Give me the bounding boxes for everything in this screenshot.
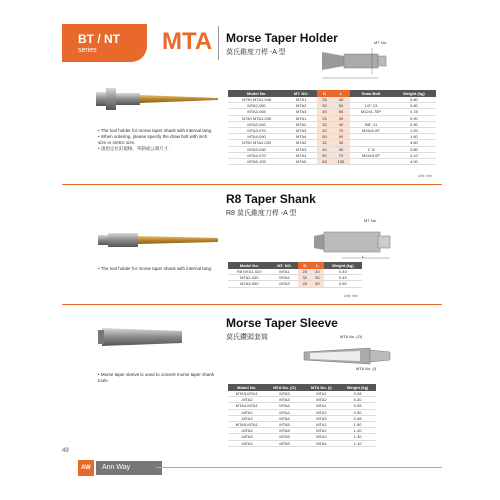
table-cell: MTA3 bbox=[304, 434, 339, 440]
table-cell: 3.80 bbox=[392, 146, 436, 152]
table-header-row bbox=[228, 262, 362, 269]
col-header: L bbox=[332, 90, 350, 97]
col-header: Model No. bbox=[228, 262, 271, 269]
table-cell: MTA3 bbox=[285, 109, 317, 115]
table-cell: 20 bbox=[311, 269, 324, 275]
r8-diagram-length: L bbox=[362, 254, 365, 259]
table-cell: MTA3 bbox=[265, 391, 303, 397]
table-cell: MTA5 bbox=[265, 421, 303, 427]
table-cell: 0.90 bbox=[392, 121, 436, 127]
table-cell: MTA4 bbox=[285, 134, 317, 140]
table-cell: 4.00 bbox=[392, 158, 436, 164]
table-cell: MTA2 bbox=[271, 275, 299, 281]
table-cell: 50 bbox=[311, 281, 324, 287]
table-cell: MTA4 bbox=[265, 409, 303, 415]
table-cell: 25 bbox=[298, 269, 311, 275]
table-cell: MTA3 bbox=[271, 281, 299, 287]
table-cell bbox=[350, 158, 392, 164]
table-cell: 0.90 bbox=[392, 115, 436, 121]
mta-diagram-label: MT No. bbox=[374, 40, 388, 45]
table-cell: MTA4-MTA1 bbox=[228, 403, 265, 409]
table-cell: MTA2-050 bbox=[228, 103, 285, 109]
table-cell: 70 bbox=[332, 127, 350, 133]
table-cell: 30 bbox=[332, 115, 350, 121]
mta-bullet: • When ordering, please specify the draw bolt with inch size or metric size. bbox=[98, 134, 216, 146]
table-cell: 45 bbox=[332, 97, 350, 103]
series-brand: BT / NT bbox=[78, 32, 120, 46]
mta-spec-table bbox=[228, 90, 436, 165]
table-cell: MTA3 bbox=[265, 397, 303, 403]
table-cell: MTA1 bbox=[304, 391, 339, 397]
r8-title: R8 Taper Shank bbox=[226, 192, 316, 206]
table-cell: 0.80 bbox=[392, 97, 436, 103]
sleeve-diagram-label-i: MTA No. (I) bbox=[356, 366, 377, 371]
table-cell: MTA1 bbox=[285, 115, 317, 121]
sleeve-diagram-label-o: MTA No. (O) bbox=[340, 334, 363, 339]
table-cell: 1.10 bbox=[339, 440, 376, 446]
table-cell: 40 bbox=[298, 281, 311, 287]
table-cell: 0.20 bbox=[339, 397, 376, 403]
brand-logo: AW bbox=[78, 460, 94, 476]
r8-diagram bbox=[312, 222, 402, 262]
table-header-row bbox=[228, 90, 436, 97]
col-header: Draw Bolt bbox=[350, 90, 392, 97]
table-cell: MTA3 bbox=[304, 415, 339, 421]
table-cell: MTA2 bbox=[304, 397, 339, 403]
table-cell: MTA1 bbox=[304, 421, 339, 427]
table-cell: -MTA2 bbox=[228, 409, 265, 415]
table-cell: 0.78 bbox=[392, 109, 436, 115]
table-cell: MTA4 bbox=[265, 415, 303, 421]
col-header: D bbox=[317, 90, 332, 97]
table-cell: 40 bbox=[317, 146, 332, 152]
table-cell: MTA2-030 bbox=[228, 275, 271, 281]
mta-bullets bbox=[98, 128, 216, 152]
table-cell: 32 bbox=[317, 140, 332, 146]
table-cell: MTA1 bbox=[304, 403, 339, 409]
table-cell: 40 bbox=[332, 121, 350, 127]
r8-diagram-label: MT No. bbox=[364, 218, 378, 223]
r8-bullet: • The tool holder for morse taper shank with internal tang. bbox=[98, 266, 216, 272]
table-cell: 65 bbox=[332, 109, 350, 115]
table-cell: M24x3.0P bbox=[350, 152, 392, 158]
table-row bbox=[228, 281, 362, 287]
table-cell: 3.80 bbox=[392, 140, 436, 146]
table-cell: 1"-8 bbox=[350, 146, 392, 152]
section-divider bbox=[62, 184, 442, 185]
table-cell: MTA5 bbox=[265, 440, 303, 446]
table-cell: 5/8"-11 bbox=[350, 121, 392, 127]
table-cell: MTA5-MTA1 bbox=[228, 421, 265, 427]
table-cell: MTA1 bbox=[271, 269, 299, 275]
table-cell: MTA3 bbox=[285, 146, 317, 152]
series-tab bbox=[62, 24, 147, 62]
section-divider bbox=[62, 304, 442, 305]
table-cell: MTA2 bbox=[304, 409, 339, 415]
table-cell: MTA4 bbox=[304, 440, 339, 446]
table-cell: 25 bbox=[317, 115, 332, 121]
mta-title: Morse Taper Holder bbox=[226, 31, 338, 45]
table-cell: 0.80 bbox=[392, 103, 436, 109]
r8-unit-note: Unit: mm bbox=[344, 294, 358, 298]
table-cell: 25 bbox=[317, 97, 332, 103]
header-divider bbox=[218, 26, 219, 60]
col-header: MTA No. (O) bbox=[265, 384, 303, 391]
table-cell: 1.50 bbox=[339, 421, 376, 427]
r8-tool-image bbox=[92, 230, 222, 250]
mta-bullet: • The tool holder for morse taper shank with internal tang. bbox=[98, 128, 216, 134]
table-cell: -MTA4 bbox=[228, 440, 265, 446]
col-header: L bbox=[311, 262, 324, 269]
table-cell: 0.55 bbox=[339, 403, 376, 409]
table-cell: 30 bbox=[311, 275, 324, 281]
table-cell: NT30 MTA1-045 bbox=[228, 97, 285, 103]
table-cell: -MTA3 bbox=[228, 434, 265, 440]
mta-diagram bbox=[318, 40, 398, 82]
col-header: Model No. bbox=[228, 384, 265, 391]
table-cell: MTA5 bbox=[265, 428, 303, 434]
mta-bullet: • 請指定拉釘規格，英制或公制尺寸. bbox=[98, 146, 216, 152]
table-cell: MTA3-050 bbox=[228, 281, 271, 287]
sleeve-title: Morse Taper Sleeve bbox=[226, 316, 338, 330]
table-cell: MTA2 bbox=[285, 103, 317, 109]
table-cell: 0.50 bbox=[339, 409, 376, 415]
col-header: MTA No. (I) bbox=[304, 384, 339, 391]
table-cell: 1.30 bbox=[339, 434, 376, 440]
col-header: D bbox=[298, 262, 311, 269]
table-cell: MTA5 bbox=[285, 158, 317, 164]
table-cell: 32 bbox=[317, 121, 332, 127]
table-cell: M12x1.75P bbox=[350, 109, 392, 115]
table-cell: 105 bbox=[332, 158, 350, 164]
table-cell: MTA5-105 bbox=[228, 158, 285, 164]
col-header: Model No. bbox=[228, 90, 285, 97]
table-cell: MTA2 bbox=[304, 428, 339, 434]
table-cell: 0.45 bbox=[324, 275, 362, 281]
table-cell: 32 bbox=[317, 103, 332, 109]
table-cell: MTA3-065 bbox=[228, 109, 285, 115]
series-label: series bbox=[78, 47, 97, 54]
table-cell: 30 bbox=[332, 146, 350, 152]
table-cell: 1/2"-13 bbox=[350, 103, 392, 109]
table-row bbox=[228, 440, 376, 446]
table-cell: 1.20 bbox=[392, 127, 436, 133]
table-cell: MTA4-070 bbox=[228, 152, 285, 158]
sleeve-bullet: • Morse taper sleeve is used to convert morse taper shank tools. bbox=[98, 372, 216, 384]
table-cell: 0.28 bbox=[339, 391, 376, 397]
table-cell: R8 MTA1-020 bbox=[228, 269, 271, 275]
table-cell: 40 bbox=[317, 109, 332, 115]
mta-unit-note: Unit: mm bbox=[418, 174, 432, 178]
table-cell: 1.60 bbox=[392, 134, 436, 140]
table-cell: MTA1 bbox=[285, 97, 317, 103]
mta-tool-image bbox=[92, 84, 222, 114]
product-code: MTA bbox=[162, 28, 213, 55]
col-header: MT. NO. bbox=[271, 262, 299, 269]
table-cell: 50 bbox=[317, 152, 332, 158]
sleeve-bullets bbox=[98, 372, 216, 384]
col-header: MT. NO. bbox=[285, 90, 317, 97]
table-cell: -MTA3 bbox=[228, 415, 265, 421]
table-cell: MTA3-MTA1 bbox=[228, 391, 265, 397]
table-cell: MTA2 bbox=[285, 140, 317, 146]
table-cell: 3.10 bbox=[392, 152, 436, 158]
table-cell: MTA4 bbox=[265, 403, 303, 409]
table-cell: 50 bbox=[317, 134, 332, 140]
table-cell: 0.40 bbox=[324, 269, 362, 275]
r8-spec-table bbox=[228, 262, 362, 288]
table-cell: NT50 MTA2-030 bbox=[228, 140, 285, 146]
table-cell: 0.48 bbox=[339, 415, 376, 421]
table-cell: MTA3 bbox=[285, 127, 317, 133]
table-cell: -MTA2 bbox=[228, 397, 265, 403]
col-header: Weight (kg) bbox=[324, 262, 362, 269]
r8-subtitle: R8 莫氏錐度刀桿 -A 型 bbox=[226, 210, 297, 217]
sleeve-tool-image bbox=[92, 322, 192, 352]
col-header: Weight (kg) bbox=[339, 384, 376, 391]
table-cell: 50 bbox=[332, 103, 350, 109]
table-cell: MTA2-040 bbox=[228, 121, 285, 127]
sleeve-subtitle: 莫氏鑽頭套筒 bbox=[226, 334, 268, 341]
table-cell: 0.60 bbox=[324, 281, 362, 287]
mta-subtitle: 莫氏錐度刀桿 -A 型 bbox=[226, 49, 286, 56]
table-cell: MTA2 bbox=[285, 121, 317, 127]
table-cell: 32 bbox=[298, 275, 311, 281]
table-cell: -MTA2 bbox=[228, 428, 265, 434]
table-cell: 90 bbox=[332, 134, 350, 140]
table-cell: 1.40 bbox=[339, 428, 376, 434]
footer-rule bbox=[156, 467, 442, 468]
table-cell: MTA5 bbox=[265, 434, 303, 440]
table-cell: 30 bbox=[332, 140, 350, 146]
table-cell: 70 bbox=[332, 152, 350, 158]
table-cell: 40 bbox=[317, 127, 332, 133]
table-cell: MTA4-090 bbox=[228, 134, 285, 140]
brand-name: Ann Way bbox=[96, 461, 162, 475]
table-cell: MTA3-070 bbox=[228, 127, 285, 133]
col-header: Weight (kg) bbox=[392, 90, 436, 97]
table-cell: MTA3-030 bbox=[228, 146, 285, 152]
table-cell: NT40 MTA1-030 bbox=[228, 115, 285, 121]
sleeve-spec-table bbox=[228, 384, 376, 447]
table-row bbox=[228, 158, 436, 164]
table-cell: M16x2.0P bbox=[350, 127, 392, 133]
page-number: 49 bbox=[62, 448, 69, 454]
table-header-row bbox=[228, 384, 376, 391]
sleeve-diagram bbox=[300, 336, 400, 376]
table-cell: MTA4 bbox=[285, 152, 317, 158]
table-cell: 63 bbox=[317, 158, 332, 164]
r8-bullets bbox=[98, 266, 216, 272]
